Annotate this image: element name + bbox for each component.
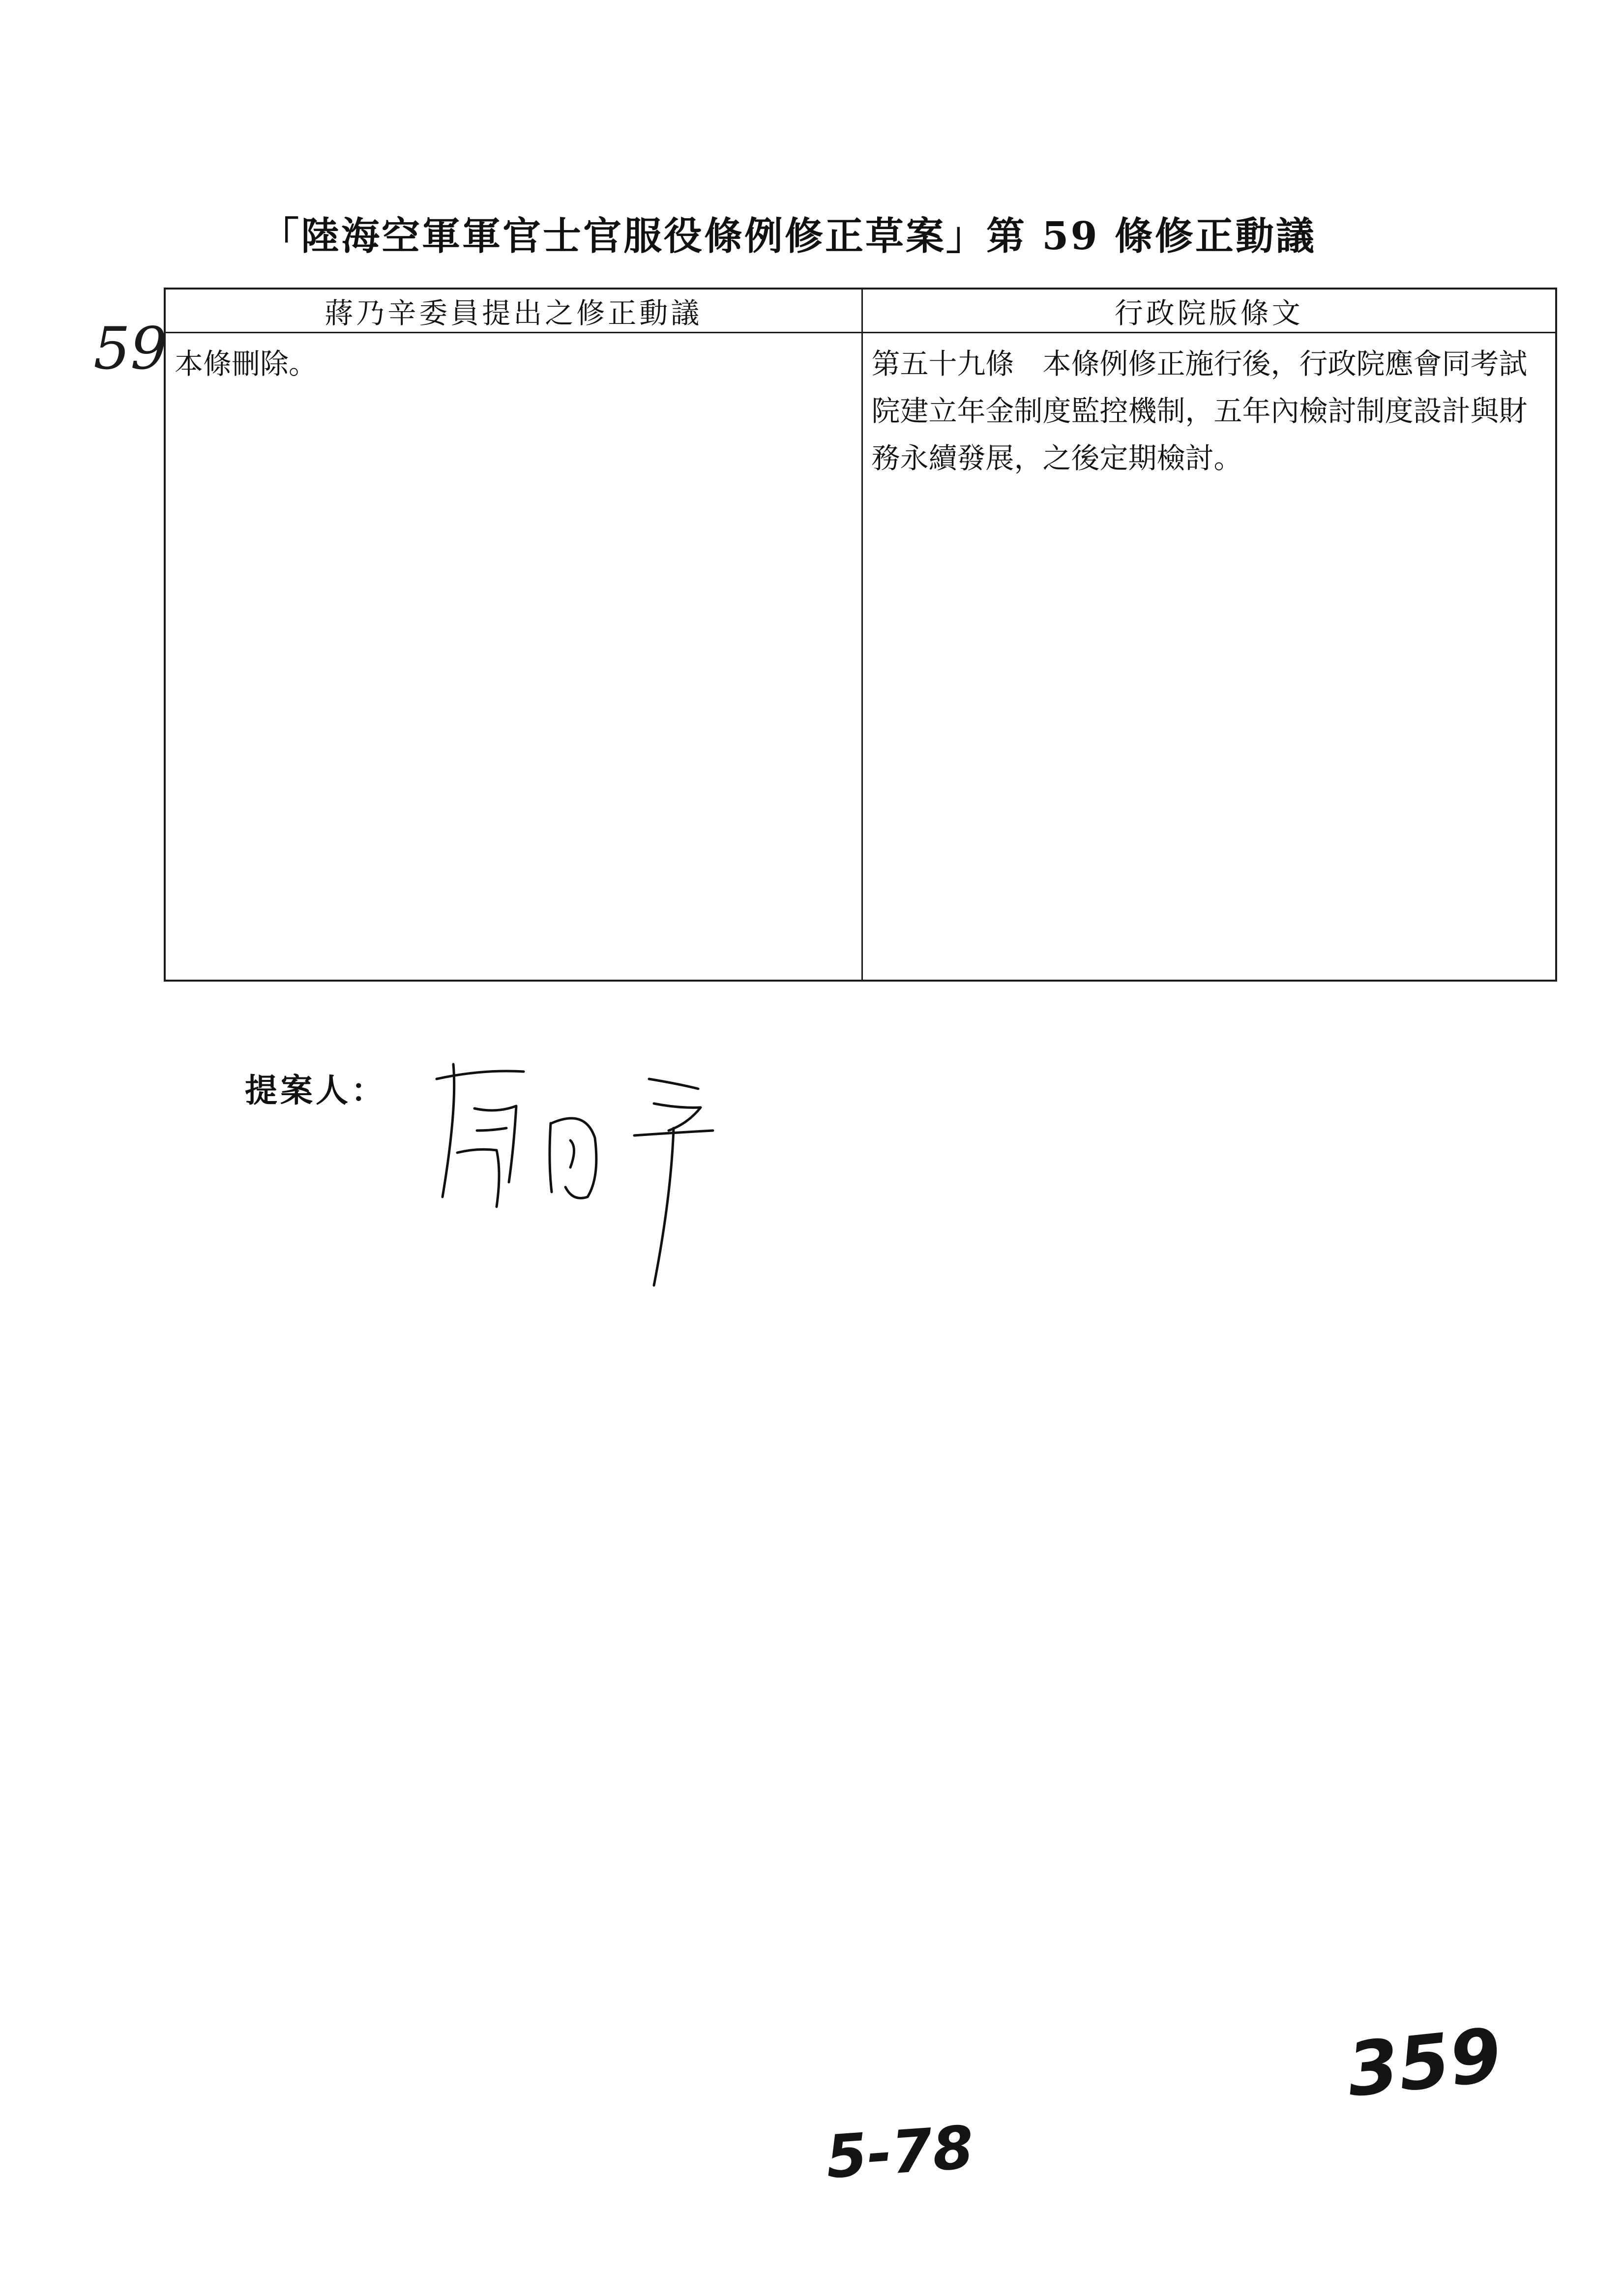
header-motion-column: 蔣乃辛委員提出之修正動議 [165,289,862,333]
executive-text-cell [862,333,1556,981]
document-title: 「陸海空軍軍官士官服役條例修正草案」第 59 條修正動議 [261,214,1316,259]
handwritten-document-code: 5-78 [824,2113,976,2192]
amendment-comparison-table [164,288,1557,982]
margin-note-article-number: 59 [93,315,168,382]
header-executive-version-column: 行政院版條文 [862,289,1556,333]
table-header-row [165,289,1556,333]
motion-text-cell [165,333,862,981]
executive-text-line: 第五十九條 本條例修正施行後，行政院應會同考試 [871,347,1528,380]
executive-text-line: 務永續發展，之後定期檢討。 [871,441,1242,475]
motion-text: 本條刪除。 [175,347,318,380]
executive-text-line: 院建立年金制度監控機制，五年內檢討制度設計與財 [871,394,1528,428]
proposer-signature [423,1049,767,1295]
table-row [165,333,1556,981]
proposer-label: 提案人： [245,1071,386,1109]
handwritten-page-number: 359 [1343,2012,1506,2114]
